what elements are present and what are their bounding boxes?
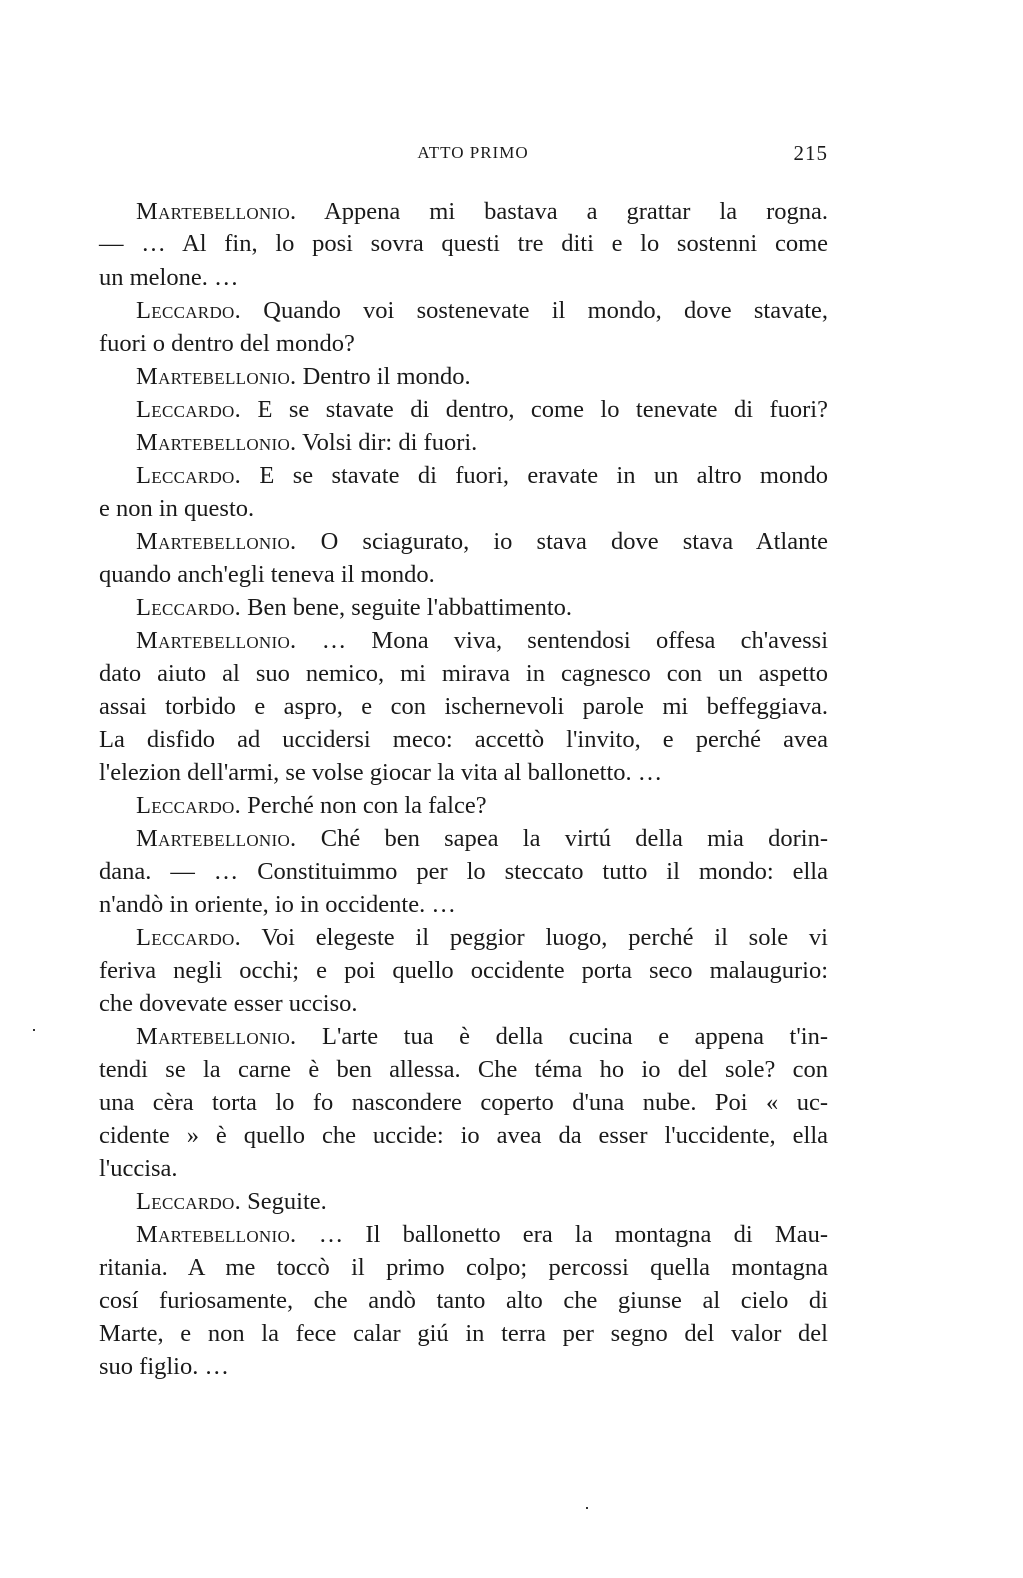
text-line bbox=[99, 263, 828, 293]
speaker-name: Martebellonio. bbox=[136, 198, 297, 225]
line-text: — … Al fin, lo posi sovra questi tre diti e lo sostenni come bbox=[99, 230, 828, 257]
line-text: una cèra torta lo fo nascondere coperto d'una nube. Poi « uc- bbox=[99, 1089, 828, 1116]
line-text: ritania. A me toccò il primo colpo; percossi quella montagna bbox=[99, 1254, 828, 1281]
line-text: quando anch'egli teneva il mondo. bbox=[99, 561, 435, 588]
speaker-name: Martebellonio. bbox=[136, 429, 297, 456]
text-line bbox=[99, 1286, 828, 1316]
text-line bbox=[99, 1253, 828, 1283]
scan-speck bbox=[33, 1029, 35, 1031]
line-text: Voi elegeste il peggior luogo, perché il sole vi bbox=[241, 924, 828, 951]
speaker-name: Martebellonio. bbox=[136, 1023, 297, 1050]
line-text: E se stavate di dentro, come lo tenevate di fuori? bbox=[241, 396, 828, 423]
line-text: fuori o dentro del mondo? bbox=[99, 330, 355, 357]
running-head bbox=[98, 143, 828, 169]
speaker-name: Leccardo. bbox=[136, 297, 242, 324]
line-text: dana. — … Constituimmo per lo steccato tutto il mondo: ella bbox=[99, 858, 828, 885]
text-line bbox=[99, 1352, 828, 1382]
line-text: Seguite. bbox=[241, 1188, 327, 1215]
line-text: … Mona viva, sentendosi offesa ch'avessi bbox=[296, 627, 828, 654]
speaker-name: Leccardo. bbox=[136, 924, 242, 951]
text-line bbox=[99, 1154, 828, 1184]
speaker-name: Leccardo. bbox=[136, 1188, 242, 1215]
text-line bbox=[136, 626, 828, 656]
line-text: L'arte tua è della cucina e appena t'in- bbox=[296, 1023, 828, 1050]
text-line bbox=[136, 461, 828, 491]
line-text: che dovevate esser ucciso. bbox=[99, 990, 358, 1017]
line-text: cidente » è quello che uccide: io avea da esser l'uccidente, ella bbox=[99, 1122, 828, 1149]
text-line bbox=[99, 692, 828, 722]
line-text: Marte, e non la fece calar giú in terra per segno del valor del bbox=[99, 1320, 828, 1347]
speaker-name: Martebellonio. bbox=[136, 528, 297, 555]
scan-speck bbox=[586, 1507, 588, 1509]
text-line bbox=[136, 593, 828, 623]
text-line bbox=[99, 1055, 828, 1085]
line-text: E se stavate di fuori, eravate in un altro mondo bbox=[241, 462, 828, 489]
text-line bbox=[136, 197, 828, 227]
text-line bbox=[136, 923, 828, 953]
text-line bbox=[99, 659, 828, 689]
line-text: assai torbido e aspro, e con ischernevoli parole mi beffeggiava. bbox=[99, 693, 828, 720]
line-text: n'andò in oriente, io in occidente. … bbox=[99, 891, 456, 918]
line-text: Perché non con la falce? bbox=[241, 792, 487, 819]
line-text: un melone. … bbox=[99, 264, 239, 291]
text-line bbox=[136, 395, 828, 425]
text-line bbox=[99, 989, 828, 1019]
line-text: feriva negli occhi; e poi quello occidente porta seco malaugurio: bbox=[99, 957, 828, 984]
text-line bbox=[136, 1220, 828, 1250]
line-text: Volsi dir: di fuori. bbox=[296, 429, 478, 456]
line-text: Appena mi bastava a grattar la rogna. bbox=[296, 198, 828, 225]
speaker-name: Leccardo. bbox=[136, 792, 242, 819]
speaker-name: Martebellonio. bbox=[136, 1221, 297, 1248]
text-line bbox=[99, 1319, 828, 1349]
line-text: Dentro il mondo. bbox=[296, 363, 471, 390]
text-line bbox=[136, 824, 828, 854]
line-text: Ché ben sapea la virtú della mia dorin- bbox=[296, 825, 828, 852]
speaker-name: Martebellonio. bbox=[136, 363, 297, 390]
speaker-name: Leccardo. bbox=[136, 462, 242, 489]
line-text: suo figlio. … bbox=[99, 1353, 229, 1380]
text-line bbox=[99, 758, 828, 788]
text-line bbox=[136, 1022, 828, 1052]
line-text: cosí furiosamente, che andò tanto alto che giunse al cielo di bbox=[99, 1287, 828, 1314]
text-line bbox=[99, 560, 828, 590]
text-line bbox=[136, 791, 828, 821]
line-text: … Il ballonetto era la montagna di Mau- bbox=[296, 1221, 828, 1248]
text-line bbox=[136, 296, 828, 326]
line-text: La disfido ad uccidersi meco: accettò l'invito, e perché avea bbox=[99, 726, 828, 753]
speaker-name: Leccardo. bbox=[136, 396, 242, 423]
line-text: l'elezion dell'armi, se volse giocar la vita al ballonetto. … bbox=[99, 759, 663, 786]
text-line bbox=[136, 362, 828, 392]
speaker-name: Martebellonio. bbox=[136, 627, 297, 654]
text-line bbox=[99, 229, 828, 259]
line-text: Quando voi sostenevate il mondo, dove stavate, bbox=[241, 297, 828, 324]
text-line bbox=[136, 428, 828, 458]
page-number: 215 bbox=[793, 141, 828, 165]
line-text: O sciagurato, io stava dove stava Atlante bbox=[296, 528, 828, 555]
text-line bbox=[99, 725, 828, 755]
speaker-name: Martebellonio. bbox=[136, 825, 297, 852]
line-text: tendi se la carne è ben allessa. Che téma ho io del sole? con bbox=[99, 1056, 828, 1083]
text-line bbox=[136, 527, 828, 557]
text-line bbox=[99, 1121, 828, 1151]
line-text: l'uccisa. bbox=[99, 1155, 178, 1182]
line-text: e non in questo. bbox=[99, 495, 255, 522]
text-line bbox=[99, 857, 828, 887]
text-line bbox=[99, 890, 828, 920]
text-line bbox=[99, 956, 828, 986]
text-line bbox=[99, 1088, 828, 1118]
text-line bbox=[99, 329, 828, 359]
text-line bbox=[136, 1187, 828, 1217]
running-title: ATTO PRIMO bbox=[417, 143, 529, 162]
line-text: dato aiuto al suo nemico, mi mirava in cagnesco con un aspetto bbox=[99, 660, 828, 687]
line-text: Ben bene, seguite l'abbattimento. bbox=[241, 594, 573, 621]
text-line bbox=[99, 494, 828, 524]
speaker-name: Leccardo. bbox=[136, 594, 242, 621]
